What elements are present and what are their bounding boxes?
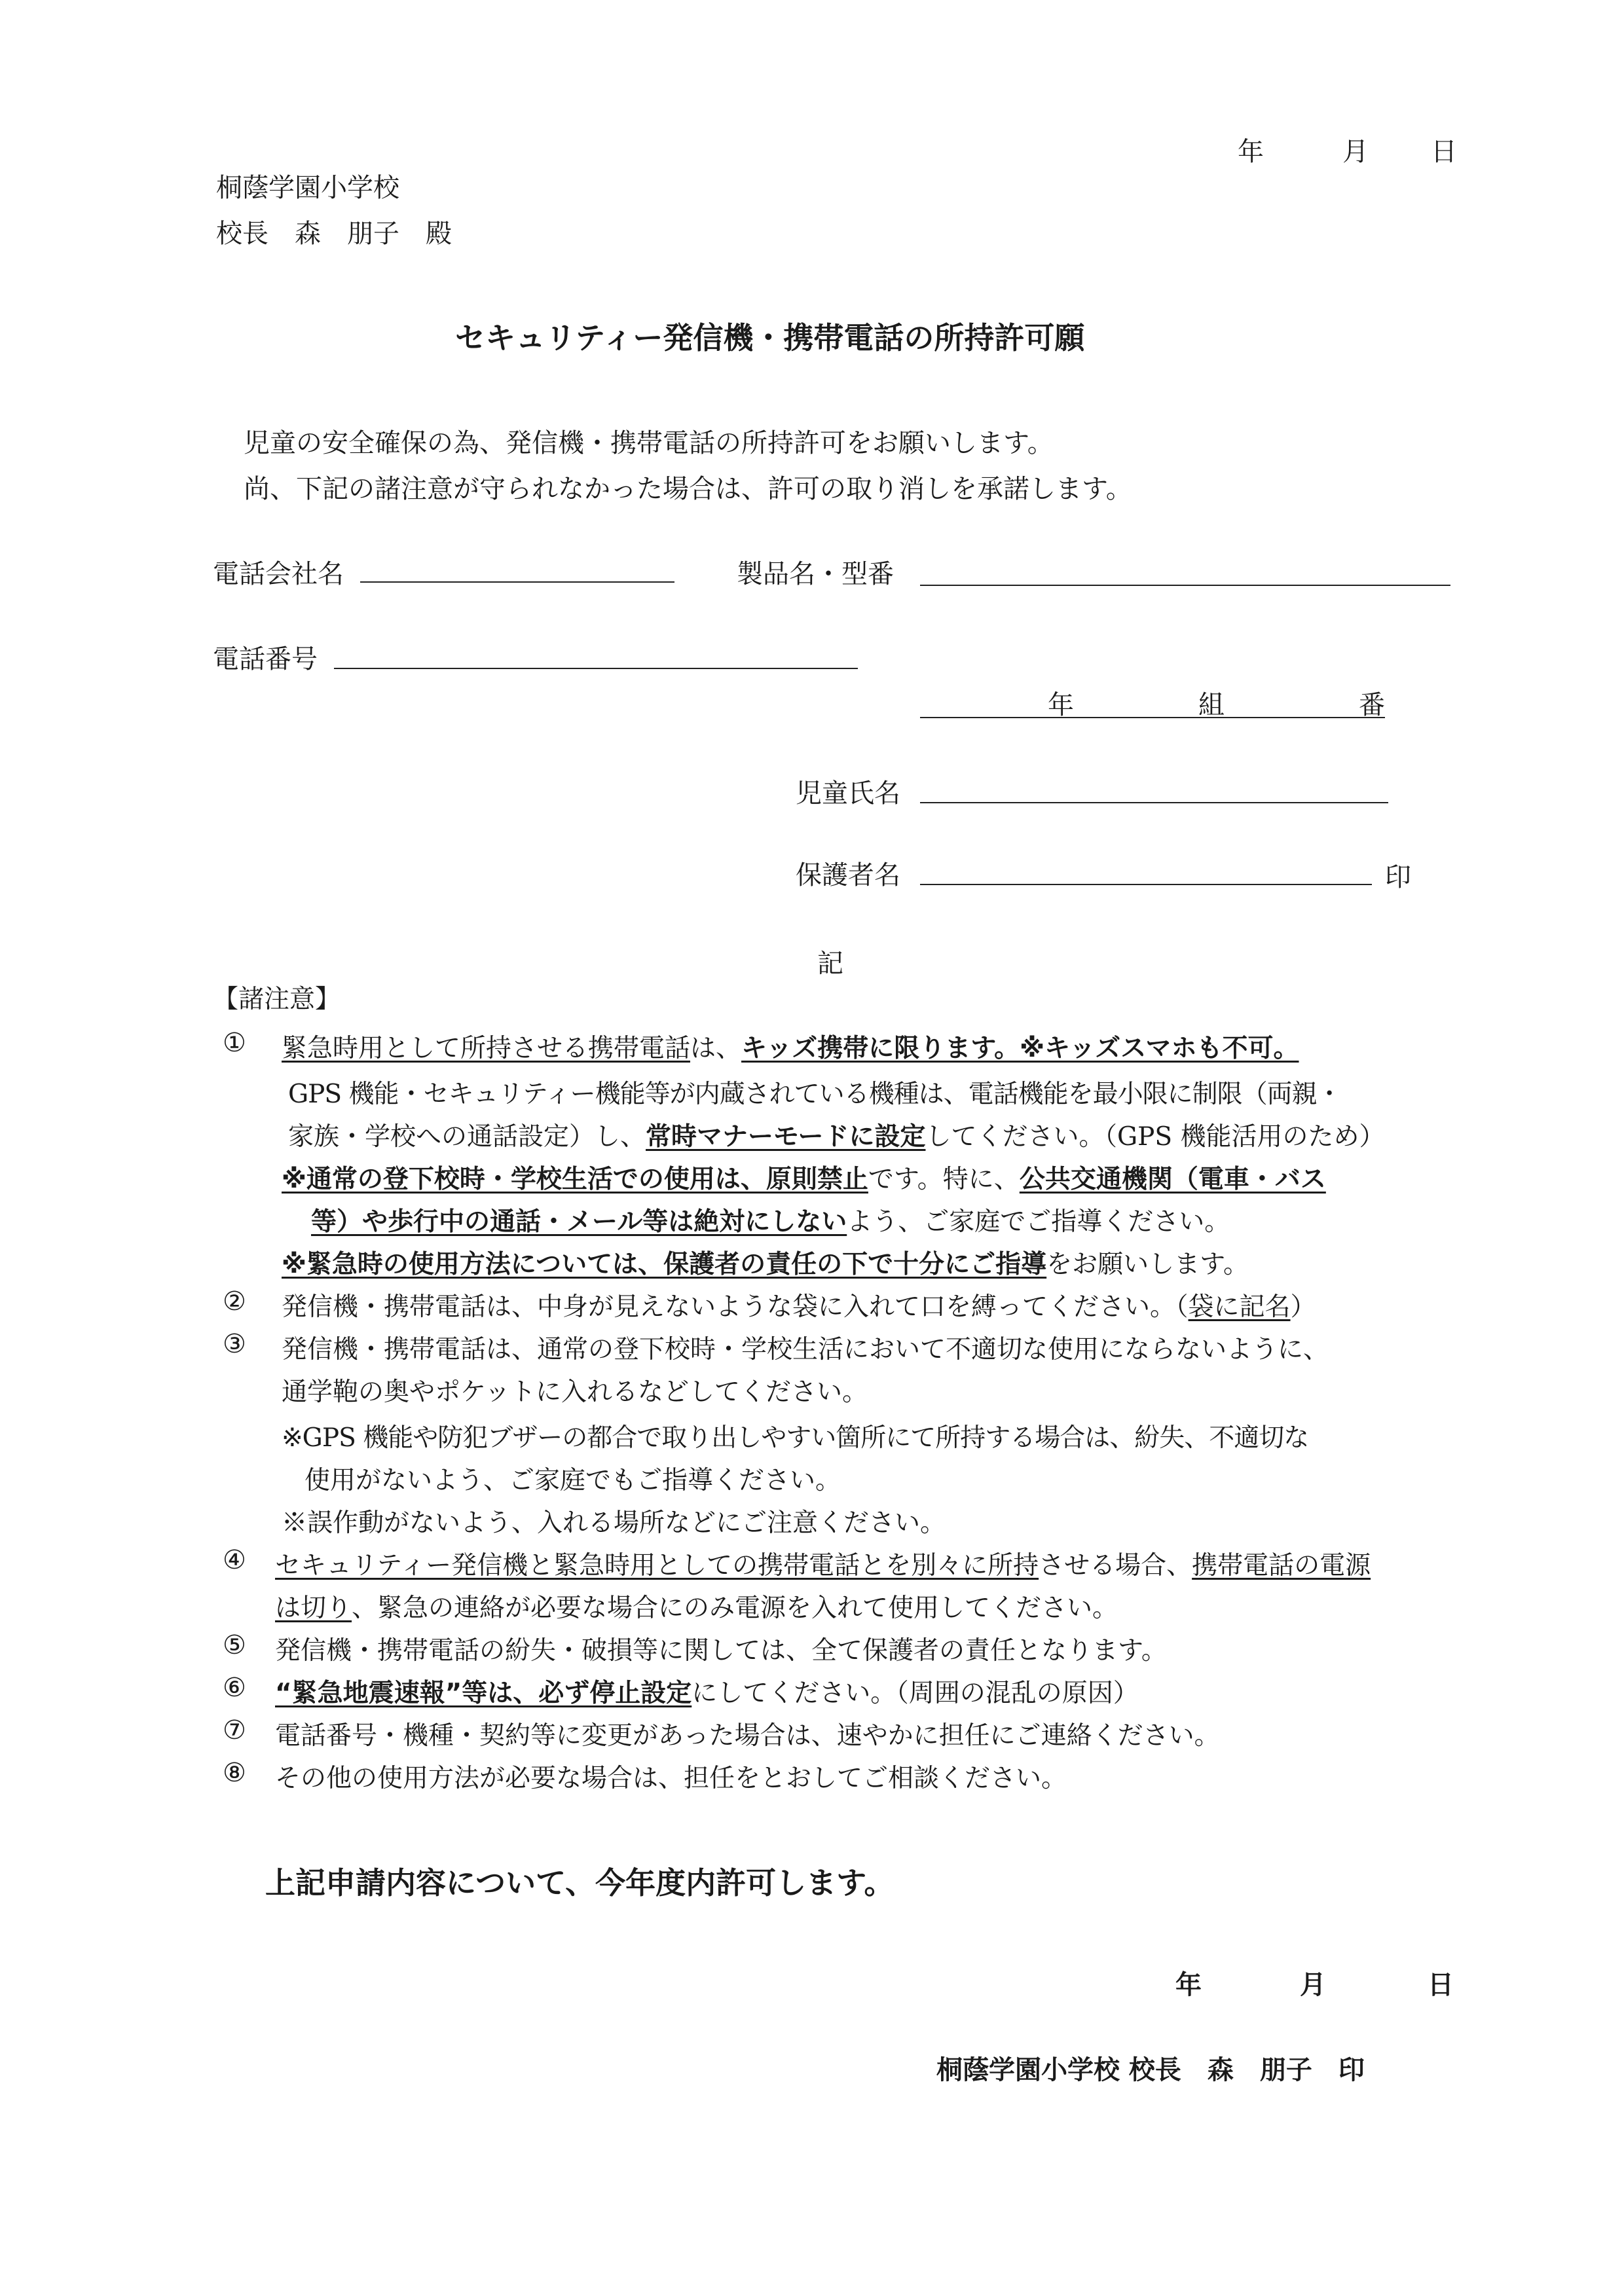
prohibition-emphasis: ※通常の登下校時・学校生活での使用は、原則禁止 <box>282 1165 868 1194</box>
footer-date-month: 月 <box>1300 1970 1326 2000</box>
phone-label: 電話番号 <box>213 644 318 674</box>
student-name-field[interactable] <box>920 802 1388 803</box>
intro-line-1: 児童の安全確保の為、発信機・携帯電話の所持許可をお願いします。 <box>244 428 1054 458</box>
approval-statement: 上記申請内容について、今年度内許可します。 <box>265 1865 895 1901</box>
note-5-line: 発信機・携帯電話の紛失・破損等に関しては、全て保護者の責任となります。 <box>275 1636 1167 1666</box>
notes-heading: 【諸注意】 <box>213 985 341 1014</box>
note-3-line-3: ※GPS 機能や防犯ブザーの都合で取り出しやすい箇所にて所持する場合は、紛失、不適切な <box>282 1423 1309 1453</box>
grade-class-number-field[interactable] <box>920 717 1385 718</box>
note-4-line-2: は切り、緊急の連絡が必要な場合にのみ電源を入れて使用してください。 <box>275 1594 1118 1623</box>
intro-line-2: 尚、下記の諸注意が守られなかった場合は、許可の取り消しを承諾します。 <box>244 474 1132 504</box>
note-5-number: ⑤ <box>223 1630 246 1660</box>
note-3-line-2: 通学鞄の奥やポケットに入れるなどしてください。 <box>282 1377 868 1407</box>
date-day-label: 日 <box>1431 137 1457 167</box>
date-year-label: 年 <box>1238 137 1264 167</box>
power-off-underlined: 携帯電話の電源 <box>1192 1551 1371 1580</box>
note-8-number: ⑧ <box>223 1758 246 1788</box>
note-7-line: 電話番号・機種・契約等に変更があった場合は、速やかに担任にご連絡ください。 <box>275 1721 1220 1751</box>
ki-label: 記 <box>817 949 843 979</box>
earthquake-alert-emphasis: “緊急地震速報”等は、必ず停止設定 <box>275 1679 692 1708</box>
carrier-field[interactable] <box>360 581 674 583</box>
guardian-name-field[interactable] <box>920 884 1372 885</box>
public-transport-emphasis: 公共交通機関（電車・バス <box>1019 1165 1326 1194</box>
note-7-number: ⑦ <box>223 1715 246 1745</box>
note-1-line-6: ※緊急時の使用方法については、保護者の責任の下で十分にご指導をお願いします。 <box>282 1250 1249 1279</box>
note-1-underlined: 緊急時用として所持させる携帯電話 <box>282 1034 691 1063</box>
footer-date-year: 年 <box>1175 1970 1202 2000</box>
bag-label-underlined: 袋に記名 <box>1188 1292 1291 1322</box>
principal-signature: 桐蔭学園小学校 校長 森 朋子 印 <box>936 2055 1365 2085</box>
page-title: セキュリティー発信機・携帯電話の所持許可願 <box>455 320 1085 355</box>
no-calls-emphasis: 等）や歩行中の通話・メール等は絶対にしない <box>311 1207 847 1237</box>
note-1-line-4: ※通常の登下校時・学校生活での使用は、原則禁止です。特に、公共交通機関（電車・バス <box>282 1165 1326 1194</box>
seal-mark: 印 <box>1385 862 1411 892</box>
power-off-underlined-2: は切り <box>275 1594 352 1623</box>
note-2-number: ② <box>223 1286 246 1317</box>
product-label: 製品名・型番 <box>737 559 894 589</box>
note-3-number: ③ <box>223 1329 246 1359</box>
date-month-label: 月 <box>1342 137 1369 167</box>
carrier-label: 電話会社名 <box>213 559 344 589</box>
note-3-line-1: 発信機・携帯電話は、通常の登下校時・学校生活において不適切な使用にならないように、 <box>282 1335 1329 1364</box>
separate-carry-underlined: セキュリティー発信機と緊急時用としての携帯電話とを別々に所持 <box>275 1551 1039 1580</box>
note-1-line-1: 緊急時用として所持させる携帯電話は、キッズ携帯に限ります。※キッズスマホも不可。 <box>282 1034 1299 1063</box>
note-1-number: ① <box>223 1028 246 1058</box>
footer-date-day: 日 <box>1428 1970 1454 2000</box>
class-label: 組 <box>1198 690 1225 720</box>
note-4-number: ④ <box>223 1545 246 1575</box>
note-3-line-4: 使用がないよう、ご家庭でもご指導ください。 <box>304 1466 841 1495</box>
note-2-line: 発信機・携帯電話は、中身が見えないような袋に入れて口を縛ってください。（袋に記名） <box>282 1292 1316 1322</box>
product-field[interactable] <box>920 585 1450 586</box>
note-3-line-5: ※誤作動がないよう、入れる場所などにご注意ください。 <box>282 1508 946 1538</box>
note-1-line-3: 家族・学校への通話設定）し、常時マナーモードに設定してください。（GPS 機能活用のため） <box>288 1122 1385 1152</box>
note-6-number: ⑥ <box>223 1673 246 1703</box>
guidance-emphasis: ※緊急時の使用方法については、保護者の責任の下で十分にご指導 <box>282 1250 1047 1279</box>
note-1-line-5: 等）や歩行中の通話・メール等は絶対にしないよう、ご家庭でご指導ください。 <box>311 1207 1230 1237</box>
note-1-line-2: GPS 機能・セキュリティー機能等が内蔵されている機種は、電話機能を最小限に制限（両親・ <box>288 1080 1342 1109</box>
note-6-line: “緊急地震速報”等は、必ず停止設定にしてください。（周囲の混乱の原因） <box>275 1679 1139 1708</box>
grade-label: 年 <box>1048 690 1074 720</box>
manner-mode-emphasis: 常時マナーモードに設定 <box>646 1122 926 1152</box>
guardian-name-label: 保護者名 <box>796 860 900 890</box>
note-1-emphasis: キッズ携帯に限ります。※キッズスマホも不可。 <box>741 1034 1299 1063</box>
student-name-label: 児童氏名 <box>796 778 900 809</box>
school-name: 桐蔭学園小学校 <box>216 173 399 203</box>
addressee: 校長 森 朋子 殿 <box>216 219 452 249</box>
note-8-line: その他の使用方法が必要な場合は、担任をとおしてご相談ください。 <box>275 1764 1067 1793</box>
number-label: 番 <box>1359 690 1385 720</box>
note-4-line-1: セキュリティー発信機と緊急時用としての携帯電話とを別々に所持させる場合、携帯電話の電源 <box>275 1551 1371 1580</box>
phone-field[interactable] <box>334 668 858 669</box>
